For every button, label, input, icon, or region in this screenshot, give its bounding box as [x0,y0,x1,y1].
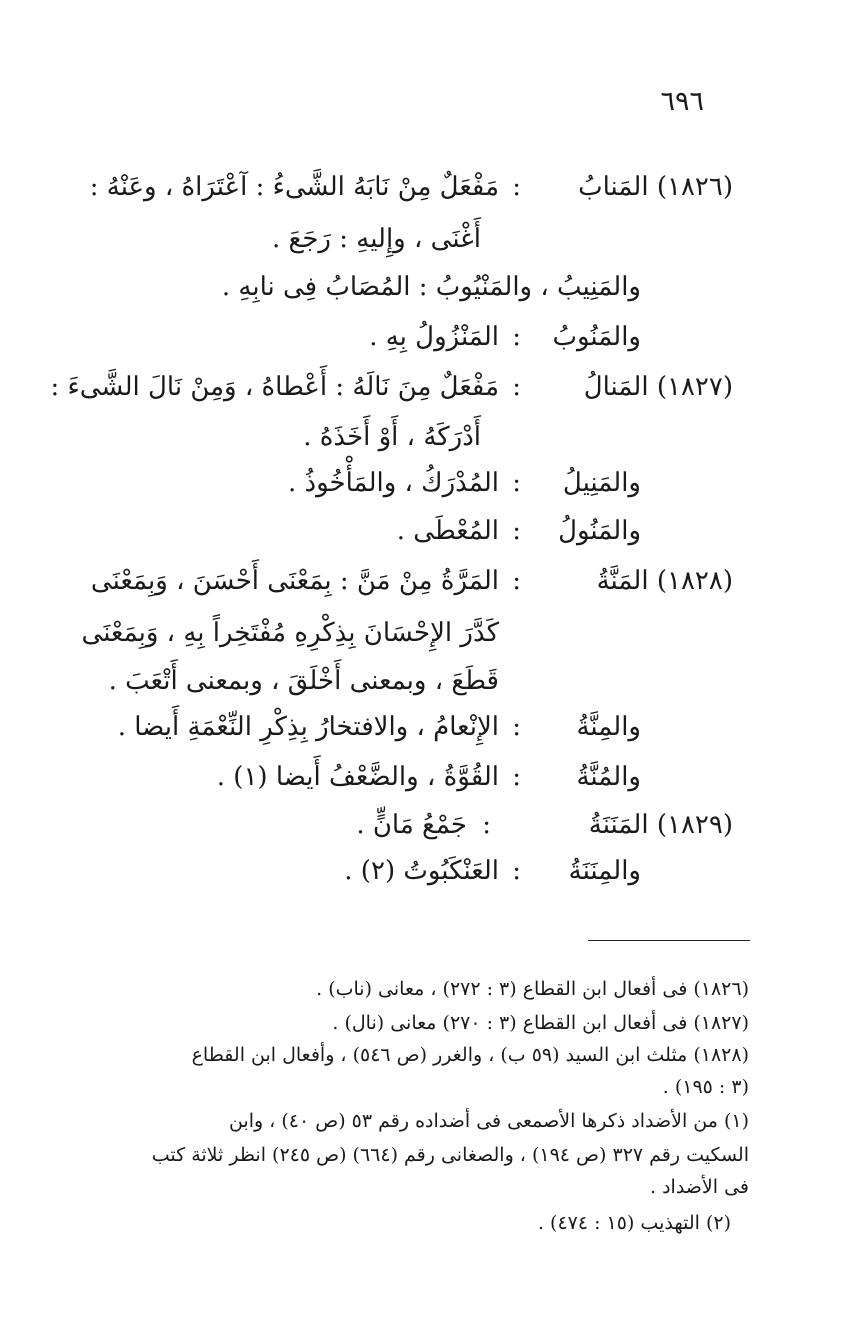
footnote-line: (١٨٢٦) فى أفعال ابن القطاع (٣ : ٢٧٢) ، معانى (ناب) . [316,978,749,1000]
entry-separator: : [512,516,521,546]
footnote-line: (١) من الأضداد ذكرها الأصمعى فى أضداده رقم ٥٣ (ص ٤٠) ، وابن [228,1110,749,1132]
entry-headword: (١٨٢٧) المَنالُ [583,372,733,402]
entry-separator: : [512,468,521,498]
entry-definition-continued: أَدْرَكَهُ ، أَوْ أَخَذَهُ . [303,422,481,452]
entry-headword: والمَنِيلُ [562,468,641,498]
entry-definition-continued: كَدَّرَ الإِحْسَانَ بِذِكْرِهِ مُفْتَخِراً بِهِ ، وَبِمَعْنَى [81,618,499,648]
entry-definition: جَمْعُ مَانٍّ . [356,810,467,840]
entry-definition: الإِنْعامُ ، والافتخارُ بِذِكْرِ النِّعْمَةِ أَيضا . [117,712,499,742]
entry-definition: والمَنِيبُ ، والمَنْيُوبُ : المُصَابُ فِى نابِهِ . [221,272,641,302]
entry-separator: : [512,372,521,402]
entry-definition: مَفْعَلٌ مِنَ نَالَهُ : أَعْطاهُ ، وَمِنْ نَالَ الشَّىءَ : [50,372,499,402]
footnote-line: فى الأضداد . [650,1176,749,1198]
entry-definition: المُعْطَى . [396,516,499,546]
page-number: ٦٩٦ [660,86,704,117]
entry-separator: : [482,810,491,840]
entry-separator: : [512,566,521,596]
footnote-divider [588,940,750,941]
entry-headword: والمُنَّةُ [576,762,641,792]
entry-definition: المَنْزُولُ بِهِ . [369,322,499,352]
entry-headword: (١٨٢٨) المَنَّةُ [596,566,733,596]
entry-separator: : [512,172,521,202]
entry-headword: والمَنُوبُ [552,322,641,352]
entry-definition: القُوَّةُ ، والضَّعْفُ أَيضا (١) . [216,762,499,792]
entry-headword: (١٨٢٦) المَنابُ [578,172,733,202]
entry-definition-continued: أَغْنَى ، وإِليهِ : رَجَعَ . [271,224,481,254]
footnote-line: (١٨٢٧) فى أفعال ابن القطاع (٣ : ٢٧٠) معانى (نال) . [332,1012,749,1034]
entry-definition-continued: قَطَعَ ، وبمعنى أَخْلَقَ ، وبمعنى أَتْعَبَ . [108,666,499,696]
entry-separator: : [512,762,521,792]
footnote-line: (٢) التهذيب (١٥ : ٤٧٤) . [537,1212,731,1234]
entry-definition: العَنْكَبُوتُ (٢) . [344,856,499,886]
footnote-line: (٣ : ١٩٥) . [662,1076,749,1098]
entry-headword: والمِنَنَةُ [568,856,641,886]
entry-headword: والمِنَّةُ [576,712,641,742]
footnote-line: السكيت رقم ٣٢٧ (ص ١٩٤) ، والصغانى رقم (٦٦٤) (ص ٢٤٥) انظر ثلاثة كتب [151,1144,749,1166]
footnote-line: (١٨٢٨) مثلث ابن السيد (٥٩ ب) ، والغرر (ص ٥٤٦) ، وأفعال ابن القطاع [191,1044,749,1066]
entry-separator: : [512,322,521,352]
entry-headword: (١٨٢٩) المَنَنَةُ [588,810,733,840]
entry-separator: : [512,856,521,886]
entry-definition: مَفْعَلٌ مِنْ نَابَهُ الشَّىءُ : آعْتَرَاهُ ، وعَنْهُ : [89,172,499,202]
entry-headword: والمَنُولُ [558,516,641,546]
entry-definition: المُدْرَكُ ، والمَأْخُوذُ . [288,468,499,498]
entry-definition: المَرَّةُ مِنْ مَنَّ : بِمَعْنَى أَحْسَنَ ، وَبِمَعْنَى [90,566,499,596]
entry-separator: : [512,712,521,742]
